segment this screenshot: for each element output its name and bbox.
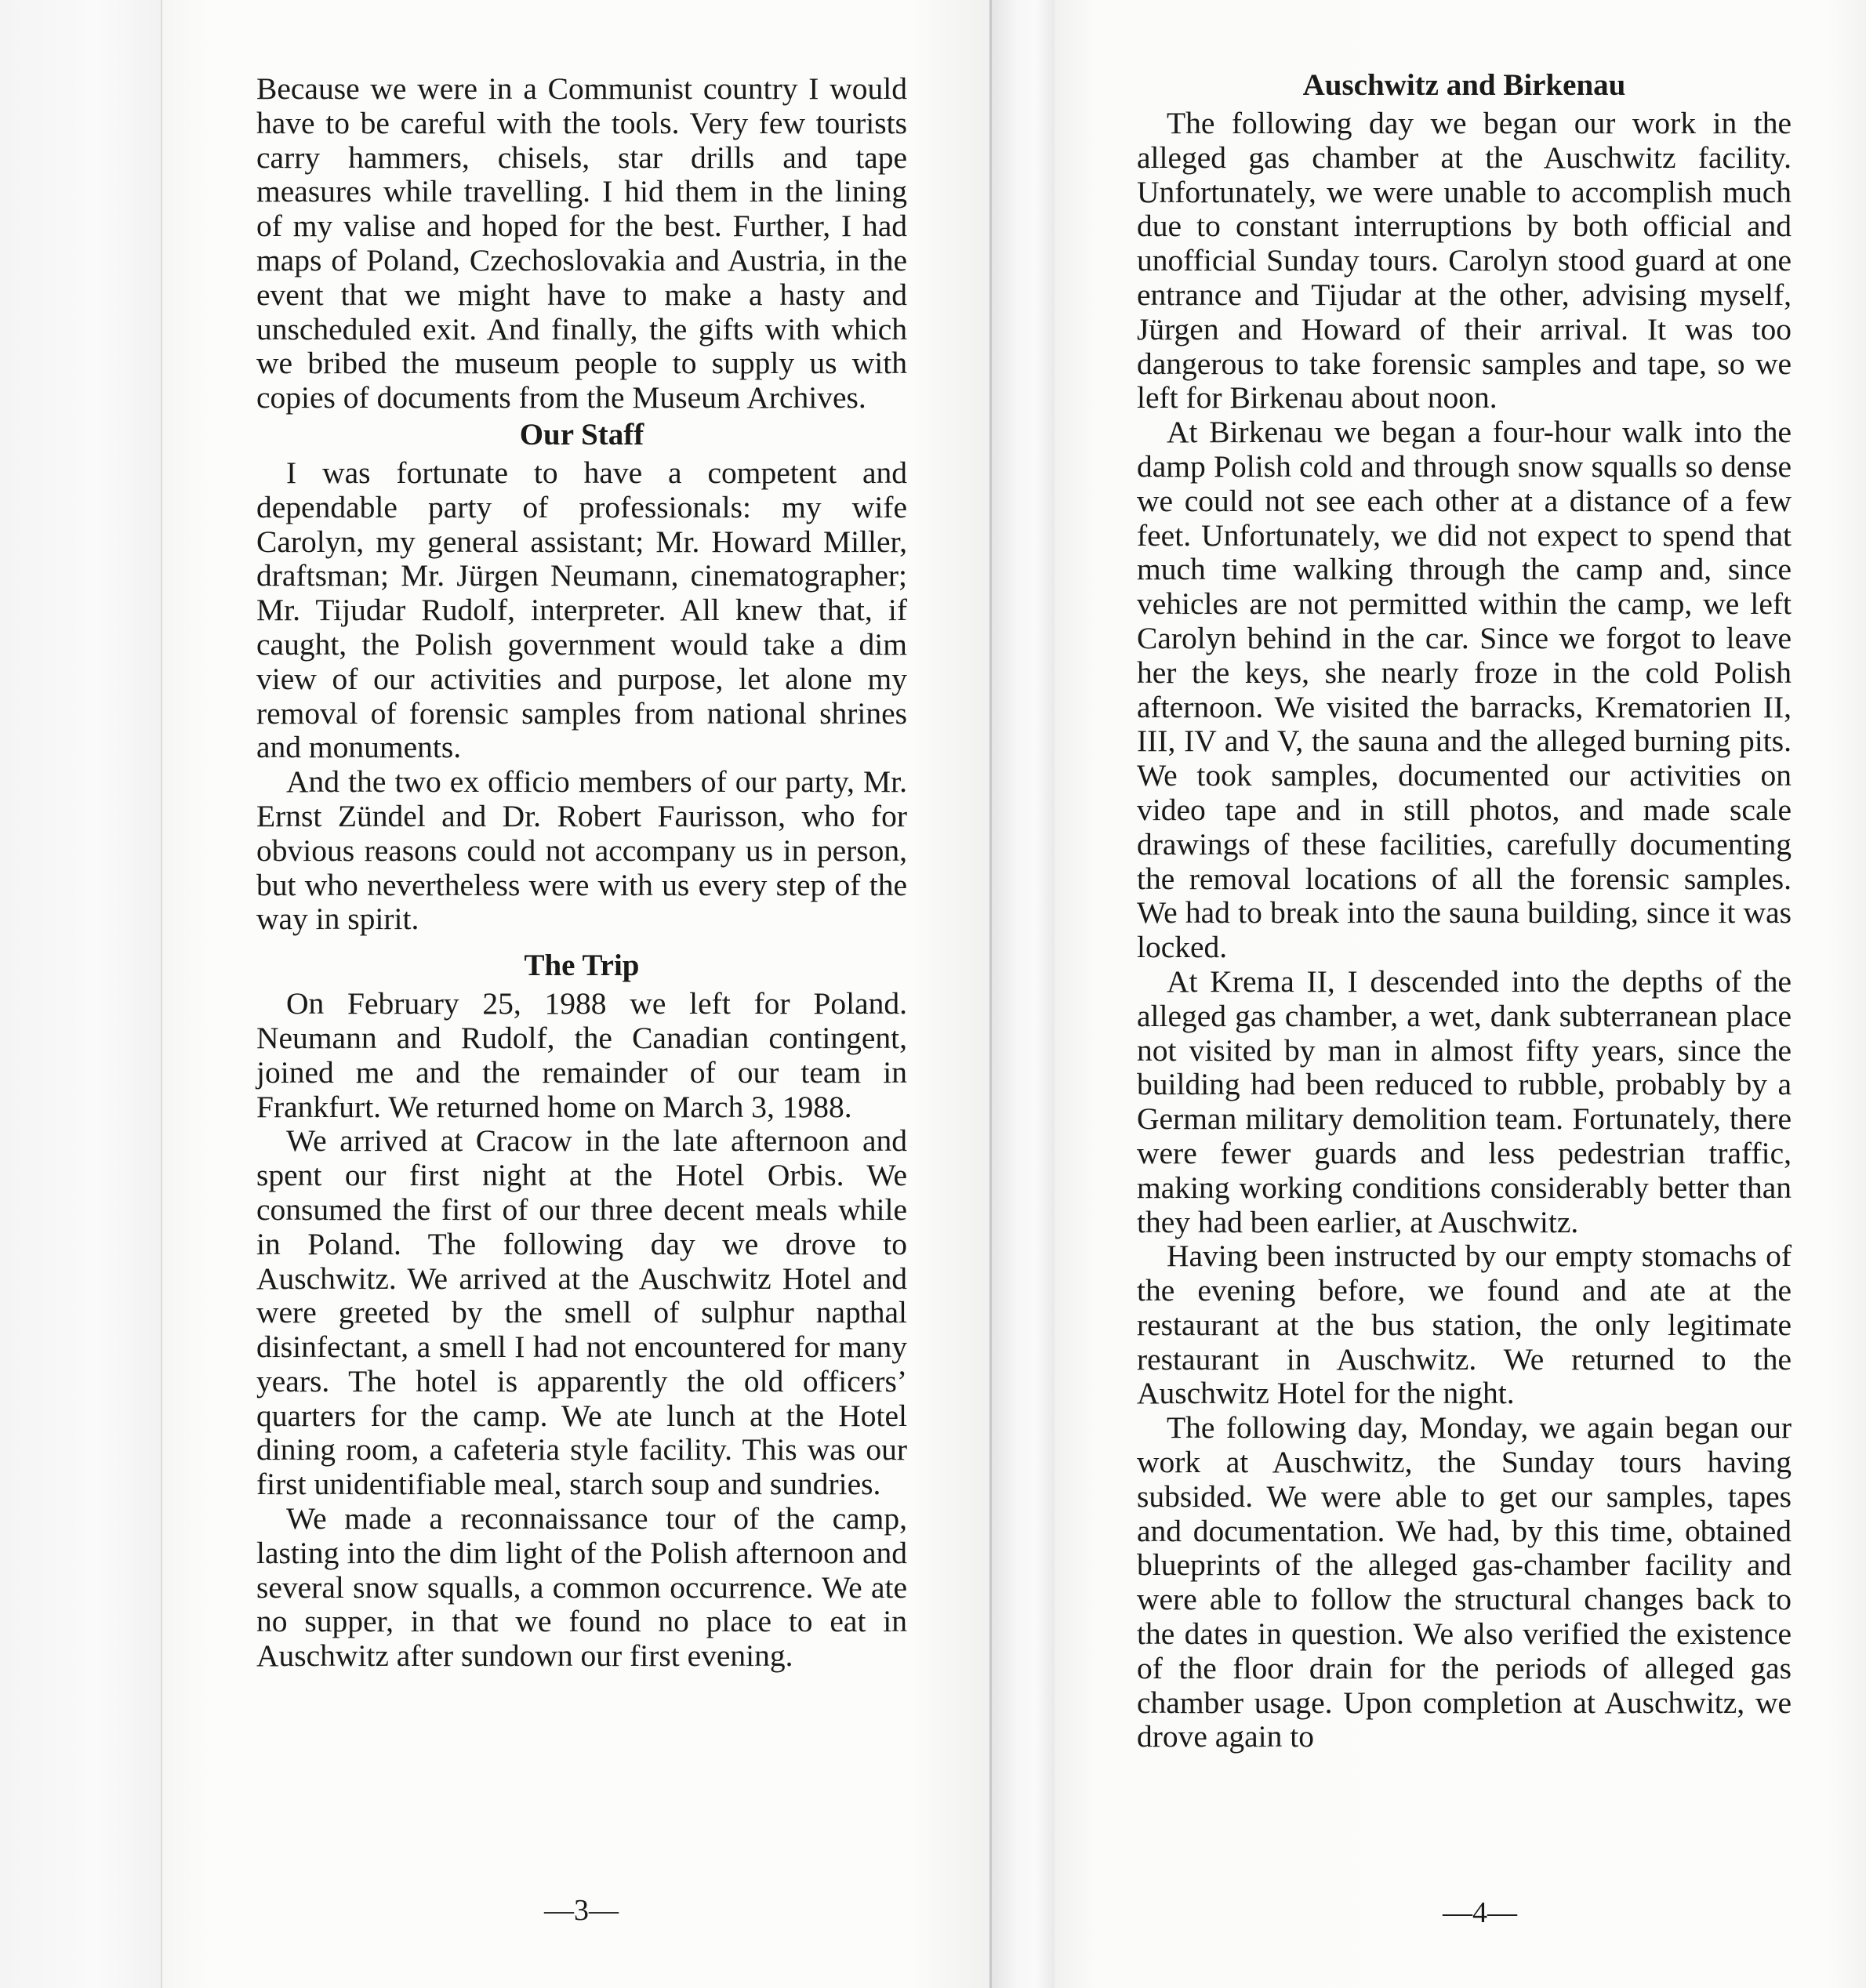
page-number-right: —4— [1443,1896,1517,1929]
left-page-text-column [256,72,907,1674]
page-left [161,0,992,1988]
left-paragraph-staff: I was fortunate to have a competent and dependable party of professionals: my wife Carolyn, my general assistant; Mr. Howard Miller, draftsman; Mr. Jürgen Neumann, cinematographer; Mr. Tijudar Rudolf, interpreter. All knew that, if caught, the Polish government would take a dim view of our activities and purpose, let alone my removal of forensic samples from national shrines and monuments. [256,455,907,765]
right-paragraph-krema-ii: At Krema II, I descended into the depths of the alleged gas chamber, a wet, dank subterranean place not visited by man in almost fifty years, since the building had been reduced to rubble, probably by a German military demolition team. Fortunately, there were fewer guards and less pedestrian traffic, making working conditions considerably better than they had been earlier, at Auschwitz. [1137,963,1792,1239]
heading-the-trip: The Trip [524,949,640,983]
left-paragraph-tools: Because we were in a Communist country I would have to be careful with the tools. Very few tourists carry hammers, chisels, star drills and tape measures while travelling. I hid them in the lining of my valise and hoped for the best. Further, I had maps of Poland, Czechoslovakia and Austria, in the event that we might have to make a hasty and unscheduled exit. And finally, the gifts with which we bribed the museum people to supply us with copies of documents from the Museum Archives. [256,71,907,415]
right-page-text-column [1137,66,1792,1754]
left-paragraph-departure: On February 25, 1988 we left for Poland. Neumann and Rudolf, the Canadian contingent, joined me and the remainder of our team in Frankfurt. We returned home on March 3, 1988. [256,986,907,1124]
page-number-left: —3— [544,1894,619,1927]
left-paragraph-cracow: We arrived at Cracow in the late afternoon and spent our first night at the Hotel Orbis. We consumed the first of our three decent meals while in Poland. The following day we drove to Auschwitz. We arrived at the Auschwitz Hotel and were greeted by the smell of sulphur napthal disinfectant, a smell I had not encountered for many years. The hotel is apparently the old officers’ quarters for the camp. We ate lunch at the Hotel dining room, a cafeteria style facility. This was our first unidentifiable meal, starch soup and sundries. [256,1123,907,1502]
heading-our-staff: Our Staff [519,417,644,452]
book-gutter [992,0,1055,1988]
page-fold-line [989,0,992,1988]
right-paragraph-gas-chamber: The following day we began our work in the alleged gas chamber at the Auschwitz facility. Unfortunately, we were unable to accomplish much due to constant interruptions by both official and unofficial Sunday tours. Carolyn stood guard at one entrance and Tijudar at the other, advising myself, Jürgen and Howard of their arrival. It was too dangerous to take forensic samples and tape, so we left for Birkenau about noon. [1137,106,1792,415]
right-paragraph-birkenau: At Birkenau we began a four-hour walk into the damp Polish cold and through snow squalls so dense we could not see each other at a distance of a few feet. Unfortunately, we did not expect to spend that much time walking through the camp and, since vehicles are not permitted within the camp, we left Carolyn behind in the car. Since we forgot to leave her the keys, she nearly froze in the cold Polish afternoon. We visited the barracks, Krematorien II, III, IV and V, the sauna and the alleged burning pits. We took samples, documented our activities on video tape and in still photos, and made scale drawings of these facilities, carefully documenting the removal locations of all the forensic samples. We had to break into the sauna building, since it was locked. [1137,415,1792,965]
heading-auschwitz-birkenau: Auschwitz and Birkenau [1302,68,1626,102]
right-paragraph-restaurant: Having been instructed by our empty stomachs of the evening before, we found and ate at the restaurant at the bus station, the only legitimate restaurant in Auschwitz. We returned to the Auschwitz Hotel for the night. [1137,1239,1792,1411]
right-paragraph-monday: The following day, Monday, we again began our work at Auschwitz, the Sunday tours having subsided. We were able to get our samples, tapes and documentation. We had, by this time, obtained blueprints of the alleged gas-chamber facility and were able to follow the structural changes back to the dates in question. We also verified the existence of the floor drain for the periods of alleged gas chamber usage. Upon completion at Auschwitz, we drove again to [1137,1410,1792,1754]
left-paragraph-ex-officio: And the two ex officio members of our party, Mr. Ernst Zündel and Dr. Robert Faurisson, who for obvious reasons could not accompany us in person, but who nevertheless were with us every step of the way in spirit. [256,764,907,937]
left-paragraph-reconnaissance: We made a reconnaissance tour of the camp, lasting into the dim light of the Polish afternoon and several snow squalls, a common occurrence. We ate no supper, in that we found no place to eat in Auschwitz after sundown our first evening. [256,1501,907,1674]
scan-left-margin [0,0,161,1988]
page-right [1055,0,1866,1988]
